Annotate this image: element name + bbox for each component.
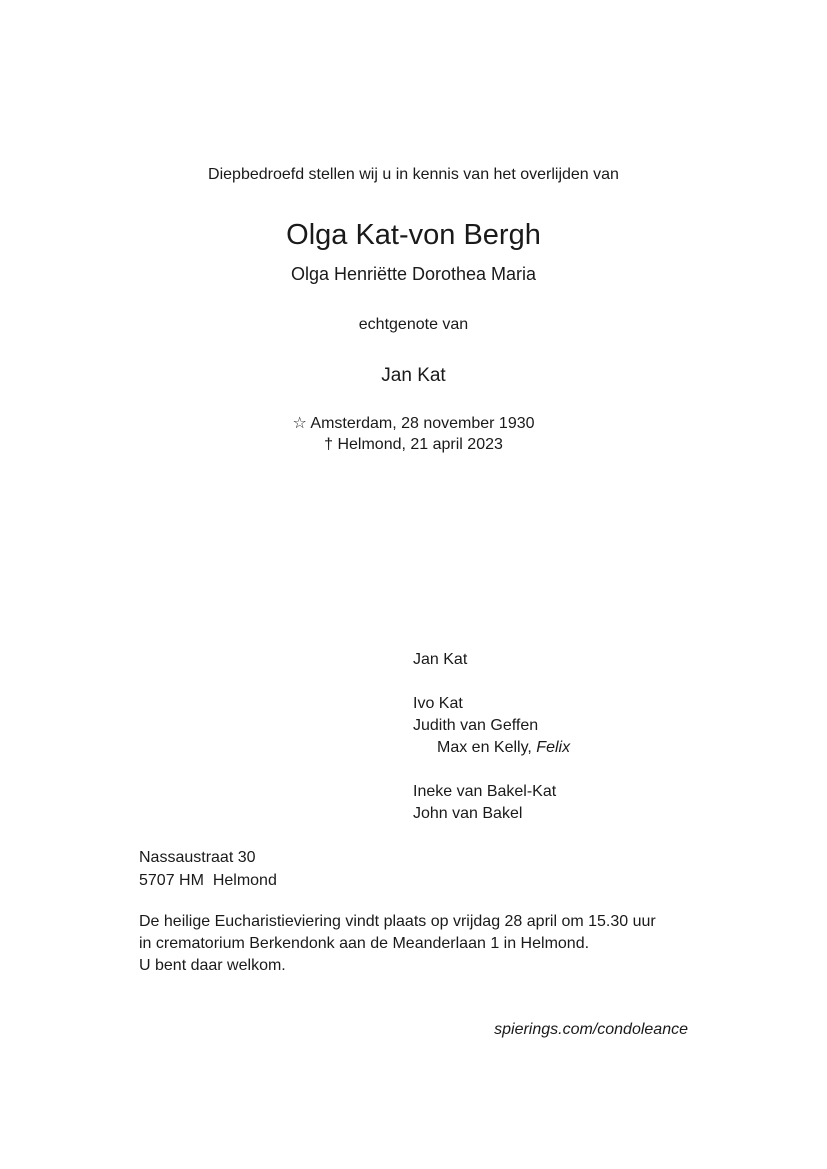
family-child-1: Ivo Kat bbox=[413, 695, 463, 712]
great-grandchild-name: Felix bbox=[536, 739, 571, 756]
family-child-2-partner: John van Bakel bbox=[413, 805, 523, 822]
spouse-name: Jan Kat bbox=[381, 365, 446, 386]
deceased-name: Olga Kat-von Bergh bbox=[286, 219, 541, 251]
family-list bbox=[413, 649, 570, 825]
deceased-full-name: Olga Henriëtte Dorothea Maria bbox=[290, 264, 537, 284]
relation-text: echtgenote van bbox=[358, 316, 469, 333]
family-child-2: Ineke van Bakel-Kat bbox=[413, 783, 557, 800]
correspondence-address bbox=[139, 846, 277, 892]
service-line-1: De heilige Eucharistieviering vindt plaats op vrijdag 28 april om 15.30 uur bbox=[139, 913, 656, 930]
family-child-1-partner: Judith van Geffen bbox=[413, 717, 539, 734]
service-info bbox=[139, 911, 656, 977]
address-street: Nassaustraat 30 bbox=[139, 849, 256, 866]
service-line-3: U bent daar welkom. bbox=[139, 957, 286, 974]
condolence-website: spierings.com/condoleance bbox=[494, 1021, 688, 1038]
spacer bbox=[413, 759, 570, 781]
family-spouse: Jan Kat bbox=[413, 651, 468, 668]
spacer bbox=[413, 671, 570, 693]
family-grandchildren bbox=[413, 737, 570, 759]
service-line-2: in crematorium Berkendonk aan de Meanderlaan 1 in Helmond. bbox=[139, 935, 590, 952]
address-postal-city: 5707 HM Helmond bbox=[139, 872, 277, 889]
birth-line: ☆ Amsterdam, 28 november 1930 bbox=[292, 415, 535, 432]
grandchildren-names: Max en Kelly, bbox=[437, 739, 537, 756]
intro-text: Diepbedroefd stellen wij u in kennis van het overlijden van bbox=[208, 166, 619, 183]
death-line: † Helmond, 21 april 2023 bbox=[324, 436, 503, 453]
